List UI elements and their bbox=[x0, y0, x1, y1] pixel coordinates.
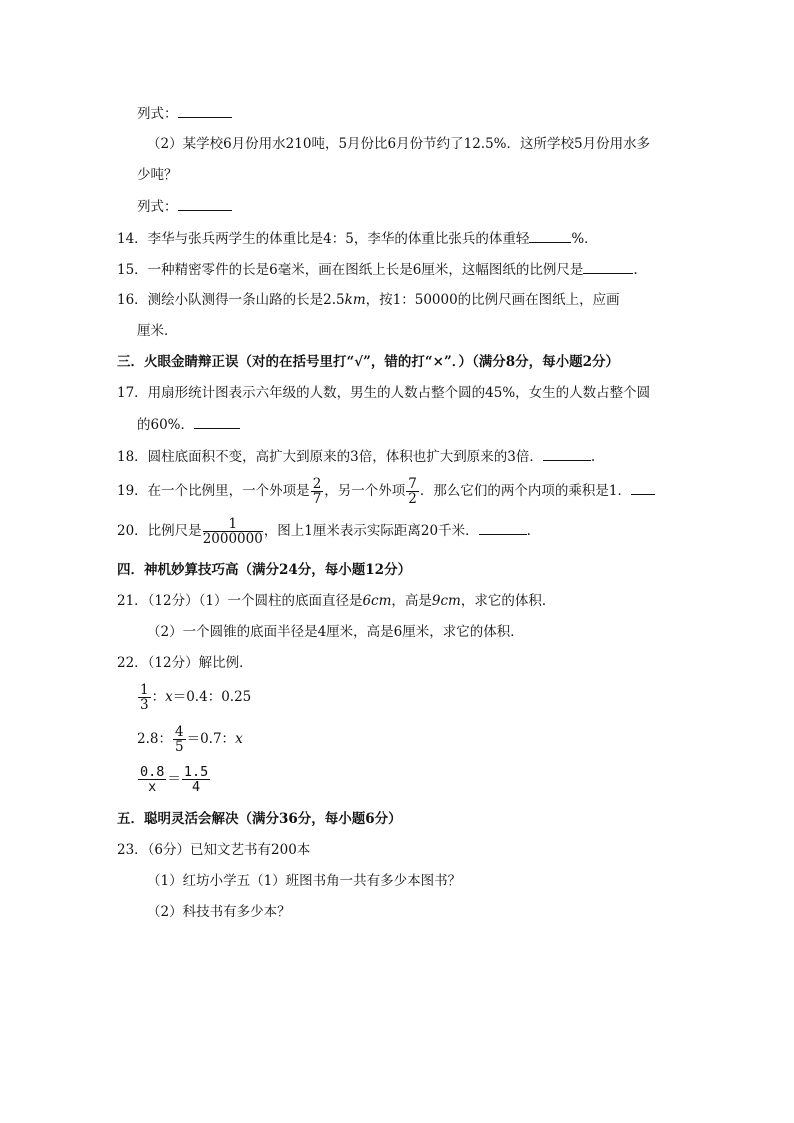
question-21-2: （2）一个圆锥的底面半径是4厘米，高是6厘米，求它的体积． bbox=[147, 624, 524, 640]
question-15: 15．一种精密零件的长是6毫米，画在图纸上长是6厘米，这幅图纸的比例尺是 . bbox=[117, 259, 638, 280]
equation-1: $\frac{1}{3}$ ：x＝0.4：0.25 bbox=[140, 682, 252, 713]
question-16: 16．测绘小队测得一条山路的长是2.5km，按1：50000的比例尺画在图纸上，应画 bbox=[117, 292, 620, 308]
question-23: 23．（6分）已知文艺书有200本 bbox=[117, 842, 311, 858]
section-5-heading: 五．聪明灵活会解决（满分36分，每小题6分） bbox=[117, 811, 402, 827]
answer-blank[interactable] bbox=[583, 259, 633, 274]
question-20: 20．比例尺是 $\frac{1}{2000000}$ ，图上1厘米表示实际距离20千米． . bbox=[117, 516, 531, 547]
question-19: 19．在一个比例里，一个外项是 $\frac{2}{7}$ ，另一个外项 $\frac{7}{2}$ ．那么它们的两个内项的乘积是1． bbox=[117, 476, 655, 506]
fraction-2-7: $\frac{2}{7}$ bbox=[312, 476, 322, 507]
answer-line-1: 列式： bbox=[137, 103, 232, 124]
equation-3: $\frac{0.8}{x}$ ＝ $\frac{1.5}{4}$ bbox=[140, 763, 209, 795]
fraction-1.5-4: $\frac{1.5}{4}$ bbox=[183, 763, 209, 795]
answer-line-2: 列式： bbox=[137, 196, 232, 217]
question-14: 14．李华与张兵两学生的体重比是4：5，李华的体重比张兵的体重轻 %． bbox=[117, 228, 598, 249]
fraction-4-5: $\frac{4}{5}$ bbox=[174, 724, 184, 755]
answer-blank[interactable] bbox=[479, 520, 527, 535]
section-3-heading: 三．火眼金睛辩正误（对的在括号里打“√”，错的打“×”．）（满分8分，每小题2分） bbox=[117, 354, 620, 370]
question-23-1: （1）红坊小学五（1）班图书角一共有多少本图书？ bbox=[147, 873, 462, 889]
fraction-0.8-x: $\frac{0.8}{x}$ bbox=[140, 763, 165, 795]
question-17: 17．用扇形统计图表示六年级的人数，男生的人数占整个圆的45%，女生的人数占整个圆 bbox=[117, 385, 651, 401]
question-13-2-cont: 少吨？ bbox=[137, 167, 178, 183]
answer-blank[interactable] bbox=[194, 414, 240, 429]
answer-blank[interactable] bbox=[631, 480, 655, 495]
question-21: 21．（12分）（1）一个圆柱的底面直径是6cm，高是9cm，求它的体积． bbox=[117, 593, 556, 609]
answer-blank[interactable] bbox=[178, 196, 232, 211]
question-22: 22．（12分）解比例． bbox=[117, 655, 253, 671]
equation-2: 2.8： $\frac{4}{5}$ ＝0.7：x bbox=[137, 724, 243, 755]
question-23-2: （2）科技书有多少本？ bbox=[147, 904, 291, 920]
question-17-cont: 的60%． bbox=[137, 414, 240, 435]
question-13-2: （2）某学校6月份用水210吨，5月份比6月份节约了12.5%．这所学校5月份用水多 bbox=[147, 136, 651, 152]
answer-blank[interactable] bbox=[529, 228, 571, 243]
fraction-7-2: $\frac{7}{2}$ bbox=[408, 476, 417, 507]
fraction-scale: $\frac{1}{2000000}$ bbox=[202, 516, 263, 547]
answer-blank[interactable] bbox=[178, 103, 232, 118]
question-16-cont: 厘米． bbox=[137, 323, 178, 339]
fraction-1-3: $\frac{1}{3}$ bbox=[140, 682, 149, 713]
answer-blank[interactable] bbox=[543, 446, 591, 461]
section-4-heading: 四．神机妙算技巧高（满分24分，每小题12分） bbox=[117, 562, 412, 578]
question-18: 18．圆柱底面积不变，高扩大到原来的3倍，体积也扩大到原来的3倍． . bbox=[117, 446, 595, 467]
